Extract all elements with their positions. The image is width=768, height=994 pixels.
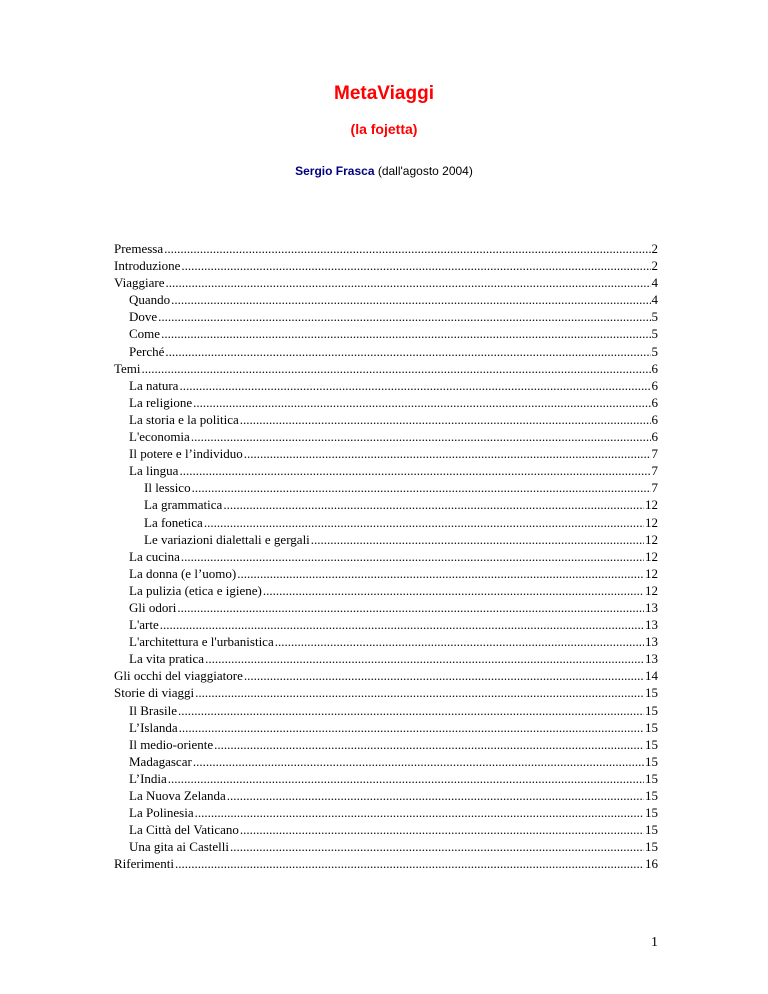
toc-entry[interactable] <box>114 702 658 719</box>
toc-entry[interactable] <box>114 582 658 599</box>
toc-entry-label: Gli occhi del viaggiatore <box>114 668 243 684</box>
toc-entry[interactable] <box>114 257 658 274</box>
toc-entry-page: 15 <box>645 839 658 855</box>
toc-entry-label: L’India <box>129 770 167 786</box>
toc-entry[interactable] <box>114 855 658 872</box>
toc-entry-page: 13 <box>645 651 658 667</box>
toc-entry[interactable] <box>114 240 658 257</box>
toc-entry-label: La lingua <box>129 463 179 479</box>
author-note: (dall'agosto 2004) <box>374 164 473 178</box>
toc-entry-page: 6 <box>651 377 658 393</box>
toc-entry-label: Riferimenti <box>114 856 174 872</box>
toc-entry[interactable] <box>114 308 658 325</box>
toc-entry-label: Il Brasile <box>129 702 178 718</box>
toc-entry-label: L'architettura e l'urbanistica <box>129 634 274 650</box>
toc-entry[interactable] <box>114 514 658 531</box>
toc-entry-page: 5 <box>651 309 658 325</box>
toc-leader-dots <box>195 804 644 821</box>
toc-entry[interactable] <box>114 787 658 804</box>
toc-entry-label: Come <box>129 326 161 342</box>
toc-leader-dots <box>179 377 650 394</box>
toc-entry[interactable] <box>114 548 658 565</box>
toc-entry[interactable] <box>114 291 658 308</box>
toc-leader-dots <box>191 428 651 445</box>
toc-entry-page: 7 <box>651 463 658 479</box>
toc-entry-page: 15 <box>645 788 658 803</box>
toc-entry-label: Il potere e l’individuo <box>129 446 243 462</box>
toc-entry-page: 13 <box>645 617 658 633</box>
toc-entry[interactable] <box>114 274 658 291</box>
toc-leader-dots <box>142 360 651 377</box>
toc-leader-dots <box>165 343 650 360</box>
toc-leader-dots <box>181 257 650 274</box>
toc-entry-label: Gli odori <box>129 599 177 615</box>
toc-entry-label: L'arte <box>129 617 159 633</box>
toc-entry-label: La cucina <box>129 548 180 564</box>
toc-entry-page: 7 <box>651 480 658 496</box>
toc-leader-dots <box>164 240 650 257</box>
toc-leader-dots <box>168 770 644 787</box>
toc-entry[interactable] <box>114 736 658 753</box>
toc-entry[interactable] <box>114 650 658 667</box>
toc-entry-page: 12 <box>645 565 658 581</box>
toc-entry[interactable] <box>114 838 658 855</box>
toc-entry-page: 5 <box>651 326 658 342</box>
toc-entry-page: 12 <box>645 514 658 530</box>
toc-entry-page: 15 <box>645 805 658 821</box>
toc-entry-page: 6 <box>651 360 658 376</box>
toc-leader-dots <box>165 274 650 291</box>
toc-leader-dots <box>214 736 644 753</box>
toc-entry-label: Il lessico <box>144 480 191 496</box>
toc-entry[interactable] <box>114 428 658 445</box>
document-title: MetaViaggi <box>334 83 434 104</box>
toc-entry-page: 2 <box>651 258 658 274</box>
toc-entry-page: 12 <box>645 548 658 564</box>
toc-entry[interactable] <box>114 462 658 479</box>
toc-entry-label: L’Islanda <box>129 719 178 735</box>
toc-entry[interactable] <box>114 719 658 736</box>
toc-entry[interactable] <box>114 565 658 582</box>
toc-entry-label: Storie di viaggi <box>114 685 195 701</box>
toc-leader-dots <box>181 548 644 565</box>
toc-leader-dots <box>240 821 644 838</box>
toc-entry[interactable] <box>114 821 658 838</box>
toc-leader-dots <box>193 753 644 770</box>
toc-entry-label: La natura <box>129 377 179 393</box>
toc-leader-dots <box>230 838 644 855</box>
toc-entry-label: La donna (e l’uomo) <box>129 565 237 581</box>
toc-entry[interactable] <box>114 377 658 394</box>
toc-leader-dots <box>193 394 650 411</box>
toc-entry-page: 6 <box>651 429 658 445</box>
toc-entry[interactable] <box>114 804 658 821</box>
toc-entry-label: La Nuova Zelanda <box>129 788 226 803</box>
toc-leader-dots <box>195 684 644 701</box>
toc-leader-dots <box>240 411 651 428</box>
toc-entry-label: La pulizia (etica e igiene) <box>129 582 262 598</box>
toc-entry-page: 14 <box>645 668 658 684</box>
toc-entry-label: Le variazioni dialettali e gergali <box>144 531 310 547</box>
toc-leader-dots <box>205 650 644 667</box>
toc-entry[interactable] <box>114 360 658 377</box>
toc-entry-page: 15 <box>645 702 658 718</box>
toc-entry-label: Premessa <box>114 241 164 256</box>
toc-leader-dots <box>160 616 644 633</box>
toc-entry-page: 6 <box>651 411 658 427</box>
table-of-contents <box>114 240 658 872</box>
toc-entry[interactable] <box>114 343 658 360</box>
toc-entry-page: 15 <box>645 736 658 752</box>
toc-leader-dots <box>244 667 644 684</box>
toc-entry-page: 12 <box>645 497 658 513</box>
toc-entry-page: 4 <box>651 292 658 308</box>
toc-entry-page: 13 <box>645 599 658 615</box>
toc-entry-page: 15 <box>645 822 658 838</box>
toc-entry-page: 12 <box>645 582 658 598</box>
toc-entry-label: L'economia <box>129 429 190 445</box>
toc-entry-page: 6 <box>651 394 658 410</box>
toc-entry[interactable] <box>114 599 658 616</box>
toc-entry-label: Temi <box>114 360 141 376</box>
toc-leader-dots <box>158 308 650 325</box>
toc-leader-dots <box>179 719 644 736</box>
toc-entry-page: 13 <box>645 634 658 650</box>
toc-entry-label: La vita pratica <box>129 651 205 667</box>
toc-leader-dots <box>161 325 650 342</box>
toc-leader-dots <box>179 462 650 479</box>
toc-entry-page: 12 <box>645 531 658 547</box>
toc-entry-page: 16 <box>645 856 658 872</box>
toc-entry-label: Madagascar <box>129 753 192 769</box>
toc-entry-label: Perché <box>129 343 165 359</box>
toc-leader-dots <box>178 702 644 719</box>
toc-entry-page: 15 <box>645 719 658 735</box>
toc-entry-label: Introduzione <box>114 258 181 274</box>
toc-entry-label: La fonetica <box>144 514 203 530</box>
toc-entry-label: La grammatica <box>144 497 223 513</box>
toc-entry-page: 4 <box>651 275 658 291</box>
toc-leader-dots <box>177 599 644 616</box>
toc-entry-label: Viaggiare <box>114 275 165 291</box>
toc-entry[interactable] <box>114 616 658 633</box>
document-subtitle: (la fojetta) <box>350 121 418 137</box>
page-number: 1 <box>651 935 658 950</box>
toc-leader-dots <box>263 582 644 599</box>
toc-entry-label: La Polinesia <box>129 805 194 821</box>
toc-entry[interactable] <box>114 479 658 496</box>
toc-entry[interactable] <box>114 325 658 342</box>
toc-leader-dots <box>244 445 651 462</box>
toc-entry[interactable] <box>114 496 658 513</box>
toc-entry-page: 2 <box>651 241 658 256</box>
toc-entry[interactable] <box>114 633 658 650</box>
toc-entry-page: 7 <box>651 446 658 462</box>
toc-leader-dots <box>237 565 644 582</box>
toc-entry-label: La religione <box>129 394 193 410</box>
toc-entry-label: Una gita ai Castelli <box>129 839 230 855</box>
toc-leader-dots <box>275 633 644 650</box>
toc-entry[interactable] <box>114 684 658 701</box>
toc-leader-dots <box>171 291 650 308</box>
toc-leader-dots <box>204 514 644 531</box>
toc-entry-label: Dove <box>129 309 158 325</box>
toc-entry-label: La Città del Vaticano <box>129 822 239 838</box>
toc-entry[interactable] <box>114 445 658 462</box>
toc-entry-page: 5 <box>651 343 658 359</box>
toc-entry[interactable] <box>114 667 658 684</box>
toc-entry[interactable] <box>114 411 658 428</box>
toc-leader-dots <box>227 787 644 804</box>
toc-leader-dots <box>175 855 644 872</box>
toc-entry[interactable] <box>114 394 658 411</box>
toc-entry[interactable] <box>114 753 658 770</box>
toc-entry-label: Il medio-oriente <box>129 736 214 752</box>
author-line <box>0 163 768 179</box>
toc-entry[interactable] <box>114 531 658 548</box>
toc-entry-label: La storia e la politica <box>129 411 239 427</box>
toc-entry[interactable] <box>114 770 658 787</box>
toc-entry-page: 15 <box>645 685 658 701</box>
toc-entry-label: Quando <box>129 292 171 308</box>
toc-leader-dots <box>311 531 644 548</box>
toc-leader-dots <box>192 479 651 496</box>
toc-leader-dots <box>223 496 644 513</box>
author-name: Sergio Frasca <box>295 164 375 178</box>
toc-entry-page: 15 <box>645 770 658 786</box>
toc-entry-page: 15 <box>645 753 658 769</box>
